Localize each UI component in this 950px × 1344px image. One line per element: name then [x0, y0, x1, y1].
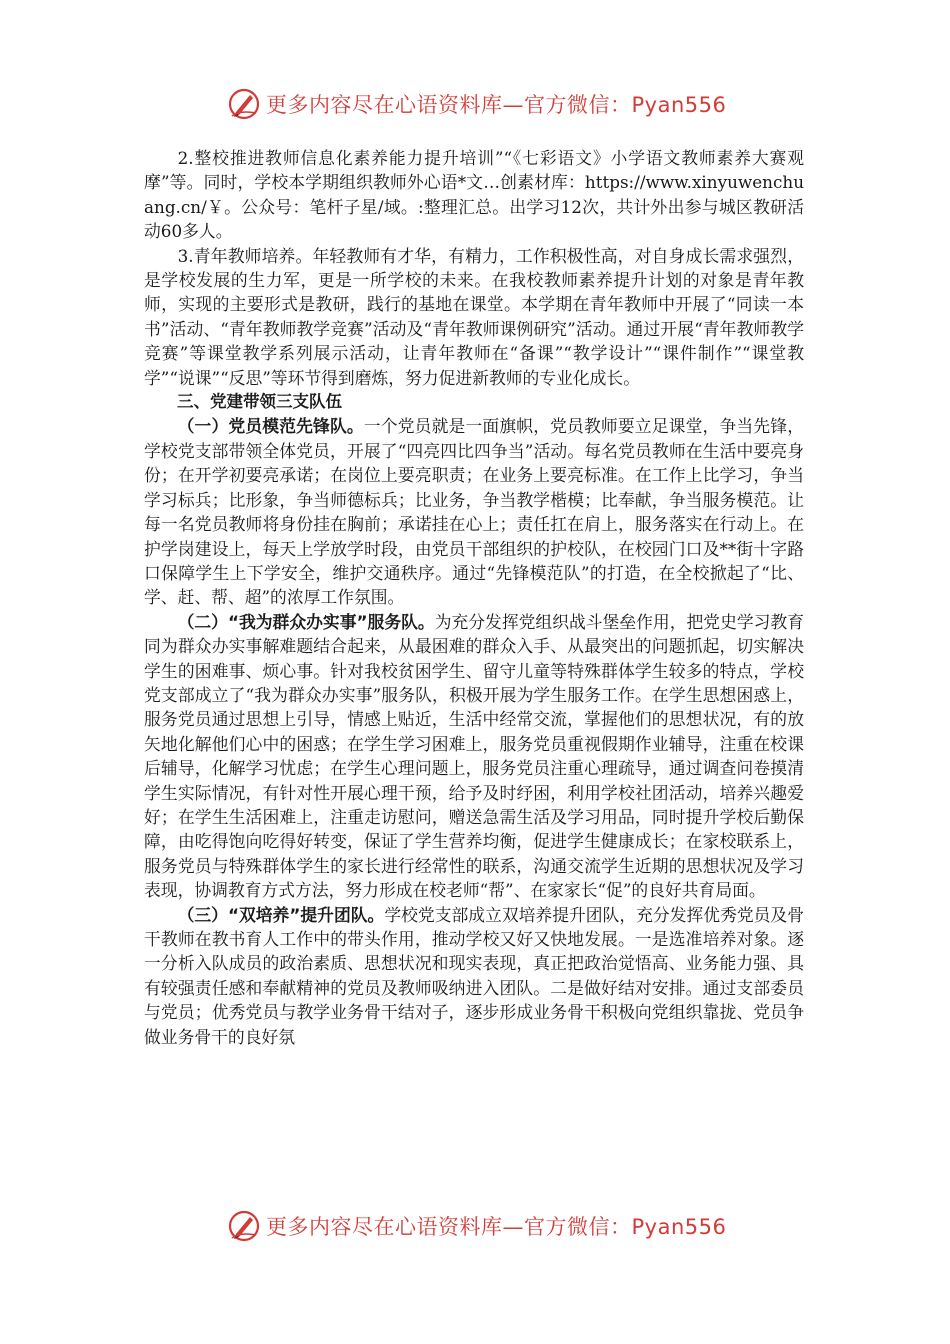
- document-body: [144, 146, 804, 1049]
- header-banner: [226, 84, 726, 124]
- paragraph-young-teachers: 3.青年教师培养。年轻教师有才华，有精力，工作积极性高，对自身成长需求强烈，是学校发展的生力军，更是一所学校的未来。在我校教师素养提升计划的对象是青年教师，实现的主要形式是教研，践行的基地在课堂。本学期在青年教师中开展了“同读一本书”活动、“青年教师教学竞赛”活动及“青年教师课例研究”活动。通过开展“青年教师教学竞赛”等课堂教学系列展示活动，让青年教师在“备课”“教学设计”“课件制作”“课堂教学”“说课”“反思”等环节得到磨炼，努力促进新教师的专业化成长。: [144, 245, 804, 388]
- subsection-title: （三）“双培养”提升团队。: [177, 904, 385, 925]
- paragraph-text: 为充分发挥党组织战斗堡垒作用，把党史学习教育同为群众办实事解难题结合起来，从最困难的群众入手、从最突出的问题抓起，切实解决学生的困难事、烦心事。针对我校贫困学生、留守儿童等特殊群体学生较多的特点，学校党支部成立了“我为群众办实事”服务队，积极开展为学生服务工作。在学生思想困惑上，服务党员通过思想上引导，情感上贴近，生活中经常交流，掌握他们的思想状况，有的放矢地化解他们心中的困惑；在学生学习困难上，服务党员重视假期作业辅导，注重在校课后辅导，化解学习忧虑；在学生心理问题上，服务党员注重心理疏导，通过调查问卷摸清学生实际情况，有针对性开展心理干预，给予及时纾困，利用学校社团活动，培养兴趣爱好；在学生生活困难上，注重走访慰问，赠送急需生活及学习用品，同时提升学校后勤保障，由吃得饱向吃得好转变，保证了学生营养均衡，促进学生健康成长；在家校联系上，服务党员与特殊群体学生的家长进行经常性的联系，沟通交流学生近期的思想状况及学习表现，协调教育方式方法，努力形成在校老师“帮”、在家家长“促”的良好共育局面。: [144, 611, 804, 901]
- paragraph-service-team: [144, 610, 804, 903]
- paragraph-party-vanguard: [144, 414, 804, 609]
- paragraph-text: 学校党支部成立双培养提升团队，充分发挥优秀党员及骨干教师在教书育人工作中的带头作用，推动学校又好又快地发展。一是选准培养对象。逐一分析入队成员的政治素质、思想状况和现实表现，真正把政治觉悟高、业务能力强、具有较强责任感和奉献精神的党员及教师吸纳进入团队。二是做好结对安排。通过支部委员与党员；优秀党员与教学业务骨干结对子，逐步形成业务骨干积极向党组织靠拢、党员争做业务骨干的良好氛: [144, 904, 804, 1047]
- paragraph-text: 一个党员就是一面旗帜，党员教师要立足课堂，争当先锋，学校党支部带领全体党员，开展了“四亮四比四争当”活动。每名党员教师在生活中要亮身份；在开学初要亮承诺；在岗位上要亮职责；在业务上要亮标准。在工作上比学习，争当学习标兵；比形象，争当师德标兵；比业务，争当教学楷模；比奉献，争当服务模范。让每一名党员教师将身份挂在胸前；承诺挂在心上；责任扛在肩上，服务落实在行动上。在护学岗建设上，每天上学放学时段，由党员干部组织的护校队，在校园门口及**街十字路口保障学生上下学安全，维护交通秩序。通过“先锋模范队”的打造，在全校掀起了“比、学、赶、帮、超”的浓厚工作氛围。: [144, 416, 804, 608]
- subsection-title: （二）“我为群众办实事”服务队。: [177, 611, 435, 632]
- banner-text: 更多内容尽在心语资料库—官方微信：Pyan556: [266, 93, 727, 117]
- paragraph-double-training: [144, 903, 804, 1049]
- footer-banner: [226, 1206, 726, 1246]
- subsection-title: （一）党员模范先锋队。: [177, 416, 364, 437]
- banner-text: 更多内容尽在心语资料库—官方微信：Pyan556: [266, 1215, 727, 1239]
- pen-logo-icon: [226, 86, 262, 122]
- paragraph-training: 2.整校推进教师信息化素养能力提升培训”“《七彩语文》小学语文教师素养大赛观摩”等。同时，学校本学期组织教师外心语*文…创素材库：https://www.xinyuwenchuang.cn/￥。公众号：笔杆子星/域。:整理汇总。出学习12次，共计外出参与城区教研活动60多人。: [144, 148, 804, 242]
- section-heading: 三、党建带领三支队伍: [177, 392, 342, 412]
- pen-logo-icon: [226, 1208, 262, 1244]
